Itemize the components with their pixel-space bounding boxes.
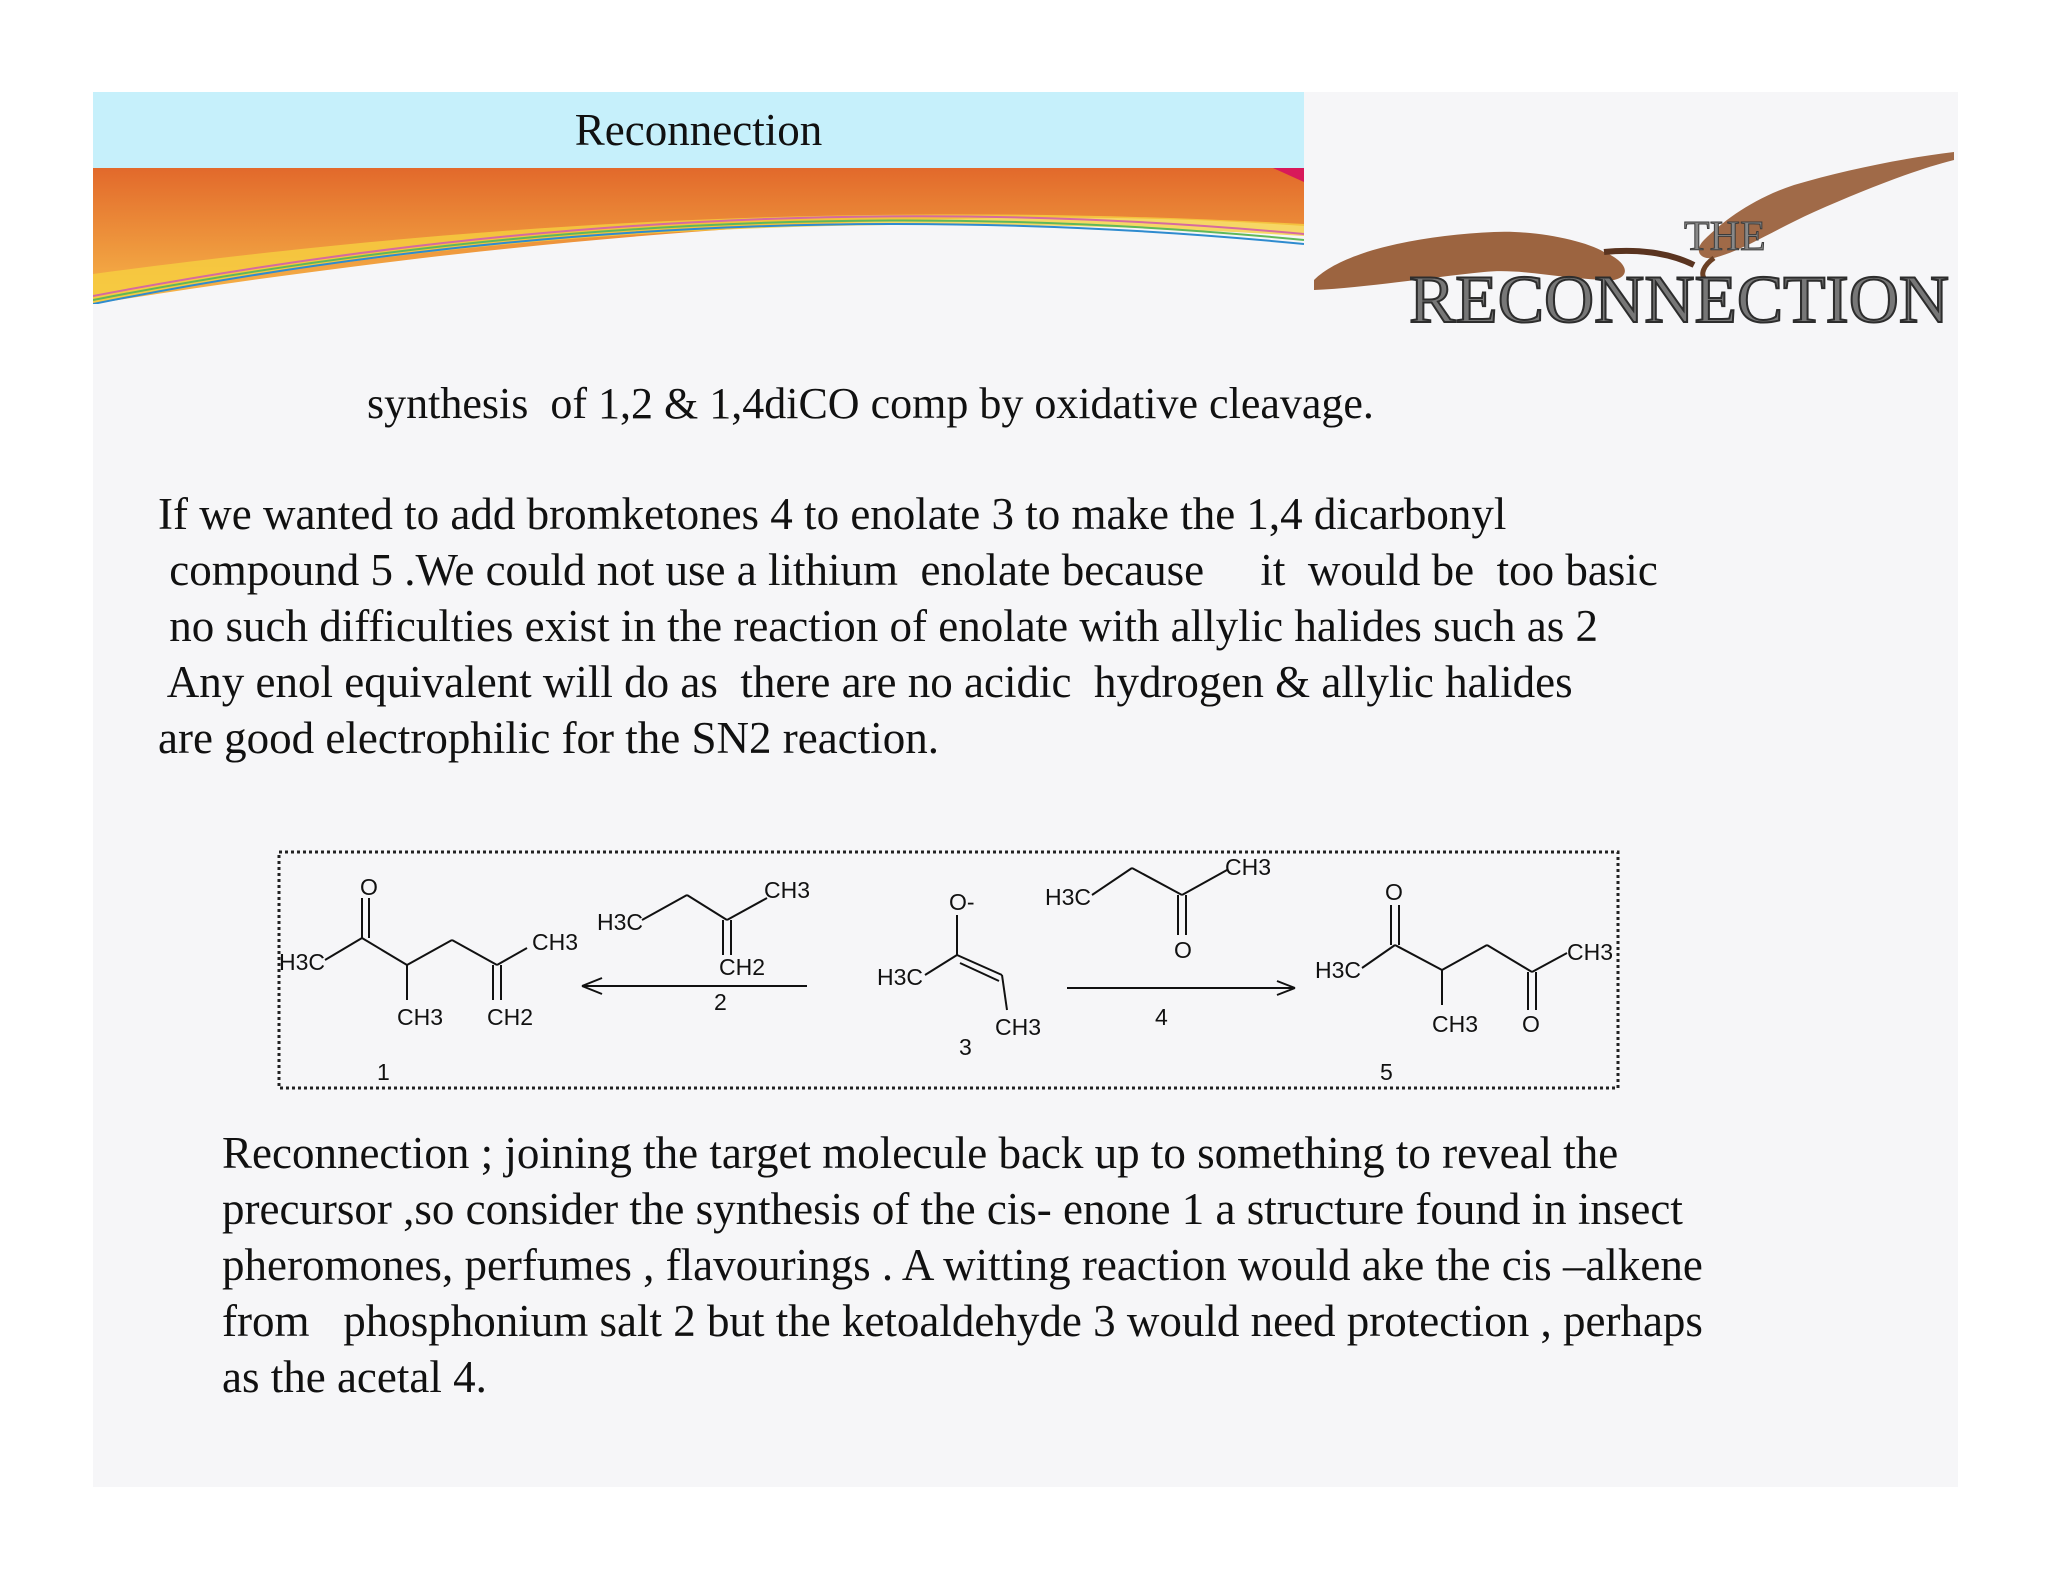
compound-5 — [1362, 905, 1567, 1010]
c1-ch2: CH2 — [487, 1004, 534, 1030]
paragraph2-line-1: Reconnection ; joining the target molecule back up to something to reveal the — [222, 1128, 1619, 1178]
c5-oxygen-bottom: O — [1522, 1011, 1540, 1037]
paragraph1-line-3: no such difficulties exist in the reaction of enolate with allylic halides such as 2 — [158, 601, 1599, 651]
label-4: 4 — [1155, 1004, 1168, 1030]
paragraph2-line-5: as the acetal 4. — [222, 1352, 487, 1402]
paragraph1-line-4: Any enol equivalent will do as there are no acidic hydrogen & allylic halides — [158, 657, 1573, 707]
c4-h3c: H3C — [1045, 884, 1092, 910]
label-5: 5 — [1380, 1059, 1393, 1085]
c2-h3c: H3C — [597, 909, 644, 935]
c1-h3c: H3C — [279, 949, 326, 975]
c3-o-minus: O- — [949, 889, 975, 915]
c5-oxygen-top: O — [1385, 879, 1403, 905]
compound-2 — [642, 895, 767, 955]
paragraph2-line-3: pheromones, perfumes , flavourings . A witting reaction would ake the cis –alkene — [222, 1240, 1703, 1290]
c1-oxygen: O — [360, 874, 378, 900]
paragraph2-line-2: precursor ,so consider the synthesis of the cis- enone 1 a structure found in insect — [222, 1184, 1683, 1234]
scheme-border — [279, 852, 1618, 1088]
label-3: 3 — [959, 1034, 972, 1060]
subtitle: synthesis of 1,2 & 1,4diCO comp by oxidative cleavage. — [367, 379, 1374, 428]
compound-1 — [325, 898, 527, 1000]
c1-ch3-top: CH3 — [532, 929, 579, 955]
label-1: 1 — [377, 1059, 390, 1085]
compound-3 — [925, 915, 1007, 1010]
header-swoosh-graphic — [93, 164, 1304, 304]
logo-small-text: THE — [1684, 214, 1766, 260]
reaction-scheme — [277, 850, 1620, 1092]
c2-ch3: CH3 — [764, 877, 811, 903]
c1-ch3-bottom: CH3 — [397, 1004, 444, 1030]
paragraph1-line-1: If we wanted to add bromketones 4 to enolate 3 to make the 1,4 dicarbonyl — [158, 489, 1507, 539]
slide-title: Reconnection — [574, 105, 823, 155]
reconnection-logo — [1304, 140, 1964, 370]
label-2: 2 — [714, 989, 727, 1015]
c3-ch3: CH3 — [995, 1014, 1042, 1040]
c5-ch3-right: CH3 — [1567, 939, 1614, 965]
paragraph2-line-4: from phosphonium salt 2 but the ketoaldehyde 3 would need protection , perhaps — [222, 1296, 1703, 1346]
compound-4 — [1092, 868, 1227, 935]
c2-ch2: CH2 — [719, 954, 766, 980]
arrow-left — [582, 978, 807, 994]
c4-oxygen: O — [1174, 937, 1192, 963]
c3-h3c: H3C — [877, 964, 924, 990]
c5-h3c: H3C — [1315, 957, 1362, 983]
paragraph1-line-2: compound 5 .We could not use a lithium enolate because it would be too basic — [158, 545, 1658, 595]
arrow-right — [1067, 981, 1295, 995]
paragraph1-line-5: are good electrophilic for the SN2 reaction. — [158, 713, 939, 763]
c5-ch3-bottom: CH3 — [1432, 1011, 1479, 1037]
c4-ch3: CH3 — [1225, 854, 1272, 880]
logo-big-text: RECONNECTION — [1409, 261, 1949, 337]
